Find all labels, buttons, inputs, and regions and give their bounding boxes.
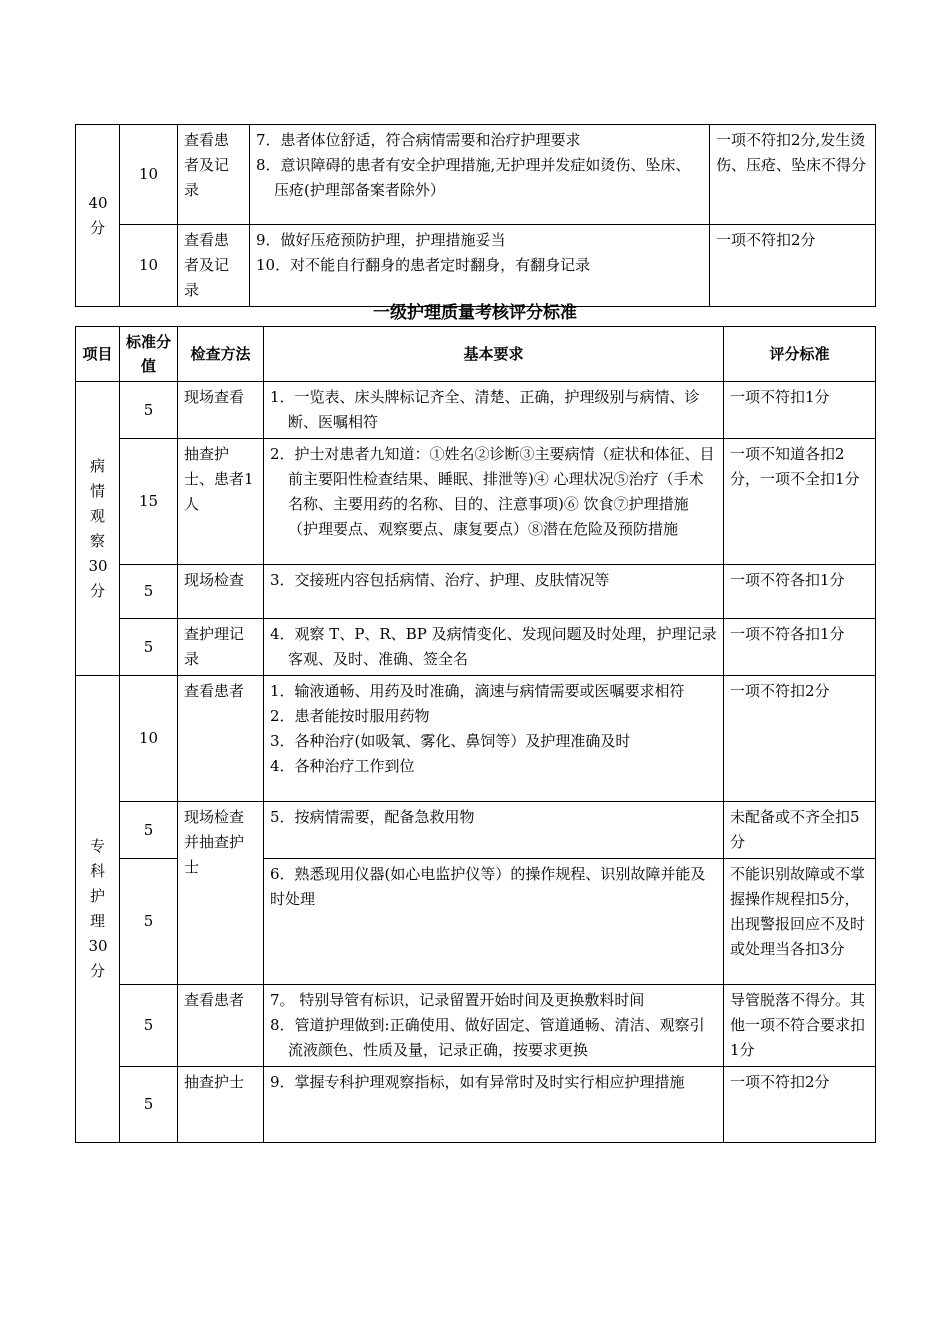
page-title: 一级护理质量考核评分标准 xyxy=(373,303,577,323)
table-row xyxy=(76,225,876,307)
method-cell: 现场检查 xyxy=(178,565,264,619)
requirement-item: 8．意识障碍的患者有安全护理措施,无护理并发症如烫伤、坠床、压疮(护理部备案者除外） xyxy=(256,156,691,199)
requirement-item: 10．对不能自行翻身的患者定时翻身，有翻身记录 xyxy=(256,256,591,274)
requirement-cell xyxy=(264,859,724,985)
header-standard: 评分标准 xyxy=(724,327,876,382)
score-cell: 5 xyxy=(120,565,178,619)
requirement-cell xyxy=(264,985,724,1067)
method-cell: 查看患者及记录 xyxy=(178,225,250,307)
score-cell: 5 xyxy=(120,802,178,859)
requirement-item: 3．交接班内容包括病情、治疗、护理、皮肤情况等 xyxy=(270,571,610,589)
requirement-cell xyxy=(250,125,710,225)
method-cell: 查看患者 xyxy=(178,985,264,1067)
requirement-item: 9．掌握专科护理观察指标，如有异常时及时实行相应护理措施 xyxy=(270,1073,685,1091)
method-cell: 抽查护士、患者1人 xyxy=(178,439,264,565)
header-score: 标准分值 xyxy=(120,327,178,382)
score-cell: 10 xyxy=(120,125,178,225)
score-cell: 5 xyxy=(120,985,178,1067)
table-row xyxy=(76,985,876,1067)
table-row xyxy=(76,1067,876,1143)
standard-cell: 导管脱落不得分。其他一项不符合要求扣1分 xyxy=(724,985,876,1067)
header-method: 检查方法 xyxy=(178,327,264,382)
table-row xyxy=(76,439,876,565)
requirement-item: 7。 特别导管有标识，记录留置开始时间及更换敷料时间 xyxy=(270,991,645,1009)
standard-cell: 一项不知道各扣2分，一项不全扣1分 xyxy=(724,439,876,565)
requirement-item: 1．输液通畅、用药及时准确，滴速与病情需要或医嘱要求相符 xyxy=(270,682,685,700)
table-continued xyxy=(75,124,876,307)
score-cell: 10 xyxy=(120,225,178,307)
header-item: 项目 xyxy=(76,327,120,382)
method-cell: 抽查护士 xyxy=(178,1067,264,1143)
table-row xyxy=(76,676,876,802)
table-row xyxy=(76,619,876,676)
standard-cell: 一项不符扣2分,发生烫伤、压疮、坠床不得分 xyxy=(710,125,876,225)
standard-cell: 一项不符各扣1分 xyxy=(724,619,876,676)
scoring-table xyxy=(75,326,876,1143)
requirement-item: 2．护士对患者九知道：①姓名②诊断③主要病情（症状和体征、目前主要阳性检查结果、睡眠、排泄等)④ 心理状况⑤治疗（手术名称、主要用药的名称、目的、注意事项)⑥ 饮食⑦护理措施（护理要点、观察要点、康复要点）⑧潜在危险及预防措施 xyxy=(270,445,715,538)
section-cell: 病情观察30分 xyxy=(76,382,120,676)
standard-cell: 一项不符扣2分 xyxy=(724,1067,876,1143)
method-cell: 现场查看 xyxy=(178,382,264,439)
requirement-cell xyxy=(264,802,724,859)
table-row xyxy=(76,382,876,439)
standard-cell: 一项不符各扣1分 xyxy=(724,565,876,619)
requirement-item: 5．按病情需要，配备急救用物 xyxy=(270,808,475,826)
requirement-cell xyxy=(264,439,724,565)
requirement-item: 9．做好压疮预防护理，护理措施妥当 xyxy=(256,231,506,249)
requirement-item: 3．各种治疗(如吸氧、雾化、鼻饲等）及护理准确及时 xyxy=(270,732,631,750)
header-row xyxy=(76,327,876,382)
requirement-item: 6．熟悉现用仪器(如心电监护仪等）的操作规程、识别故障并能及时处理 xyxy=(270,865,706,908)
requirement-cell xyxy=(264,382,724,439)
method-cell: 查看患者及记录 xyxy=(178,125,250,225)
requirement-cell xyxy=(250,225,710,307)
standard-cell: 一项不符扣2分 xyxy=(724,676,876,802)
method-cell: 现场检查并抽查护士 xyxy=(178,802,264,985)
requirement-item: 8．管道护理做到:正确使用、做好固定、管道通畅、清洁、观察引流液颜色、性质及量，记录正确，按要求更换 xyxy=(270,1016,705,1059)
header-requirement: 基本要求 xyxy=(264,327,724,382)
standard-cell: 未配备或不齐全扣5分 xyxy=(724,802,876,859)
requirement-item: 4．各种治疗工作到位 xyxy=(270,757,415,775)
standard-cell: 一项不符扣1分 xyxy=(724,382,876,439)
requirement-item: 7．患者体位舒适，符合病情需要和治疗护理要求 xyxy=(256,131,581,149)
method-cell: 查看患者 xyxy=(178,676,264,802)
requirement-cell xyxy=(264,565,724,619)
score-cell: 5 xyxy=(120,859,178,985)
requirement-cell xyxy=(264,1067,724,1143)
category-cell: 40分 xyxy=(76,125,120,307)
requirement-item: 4．观察 T、P、R、BP 及病情变化、发现问题及时处理，护理记录客观、及时、准确、签全名 xyxy=(270,625,717,668)
score-cell: 10 xyxy=(120,676,178,802)
requirement-item: 2．患者能按时服用药物 xyxy=(270,707,430,725)
requirement-item: 1．一览表、床头牌标记齐全、清楚、正确，护理级别与病情、诊断、医嘱相符 xyxy=(270,388,700,431)
requirement-cell xyxy=(264,619,724,676)
score-cell: 5 xyxy=(120,382,178,439)
standard-cell: 不能识别故障或不掌握操作规程扣5分，出现警报回应不及时或处理当各扣3分 xyxy=(724,859,876,985)
score-cell: 5 xyxy=(120,1067,178,1143)
standard-cell: 一项不符扣2分 xyxy=(710,225,876,307)
table-row xyxy=(76,565,876,619)
section-cell: 专科护理30分 xyxy=(76,676,120,1143)
table-row xyxy=(76,125,876,225)
requirement-cell xyxy=(264,676,724,802)
score-cell: 5 xyxy=(120,619,178,676)
score-cell: 15 xyxy=(120,439,178,565)
method-cell: 查护理记录 xyxy=(178,619,264,676)
table-row xyxy=(76,802,876,859)
